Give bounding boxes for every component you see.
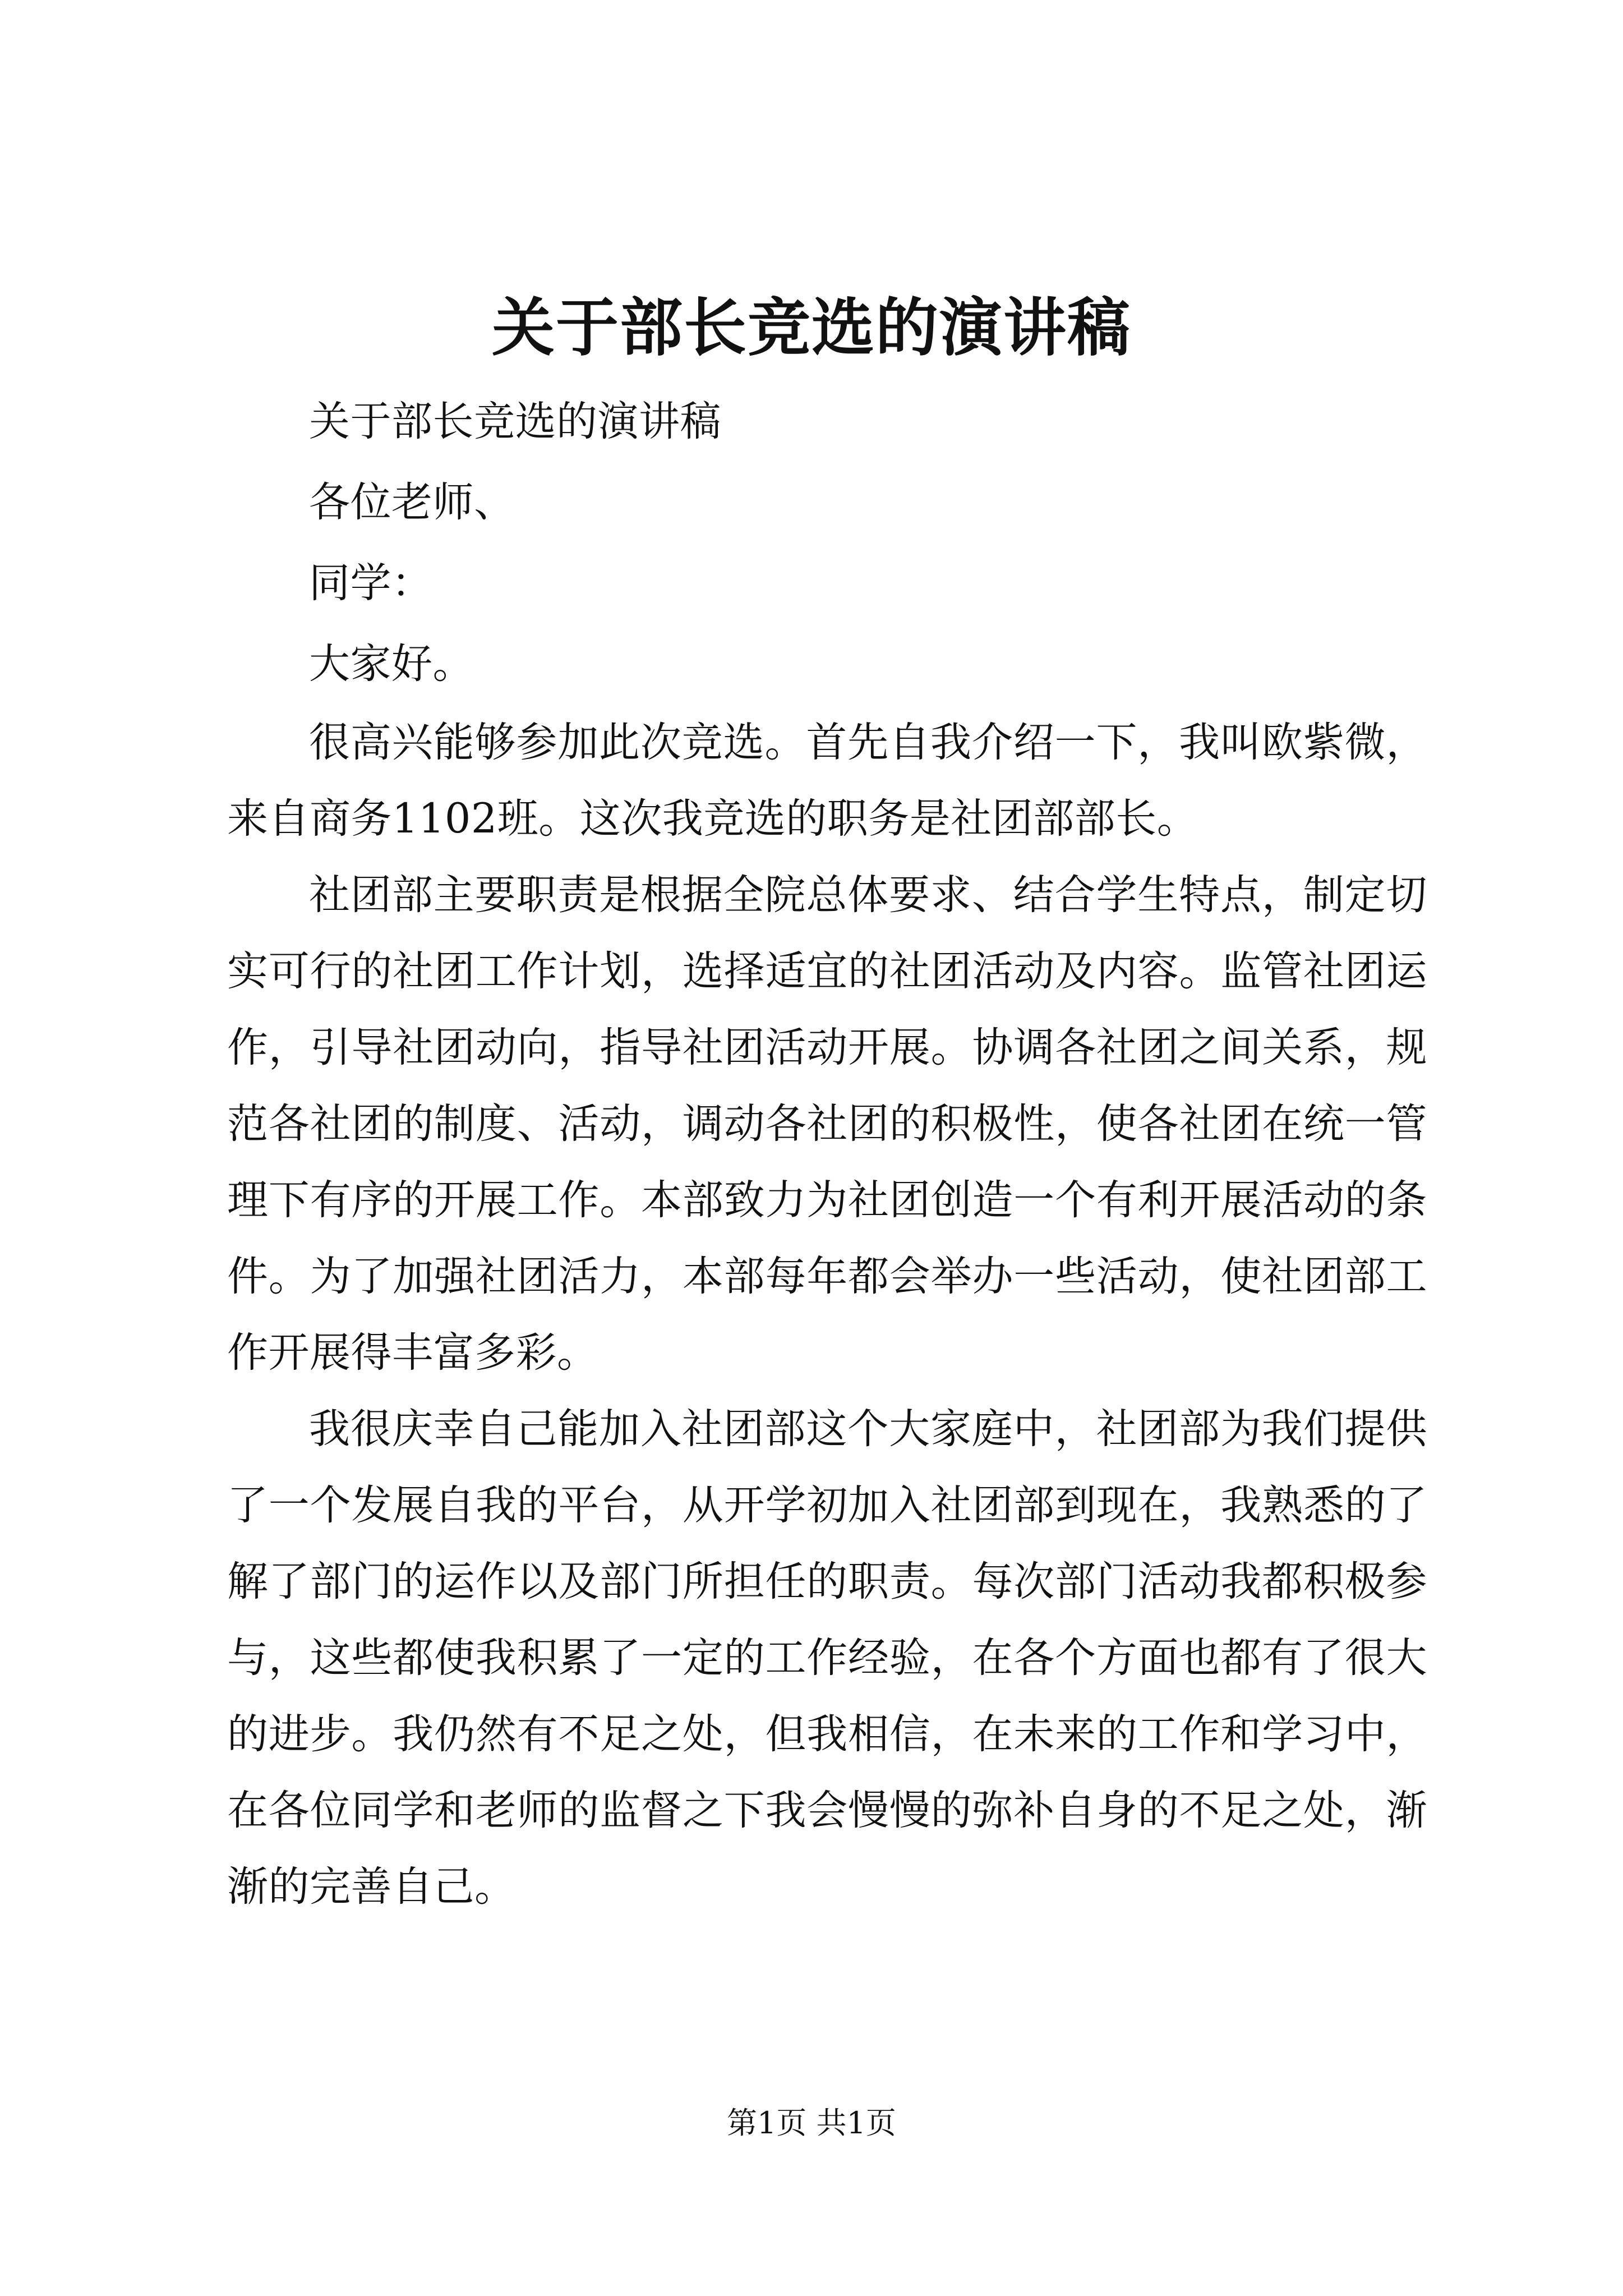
- document-body: [227, 381, 1427, 1925]
- page-footer: 第1页 共1页: [727, 2105, 896, 2141]
- paragraph-experience: 我很庆幸自己能加入社团部这个大家庭中，社团部为我们提供了一个发展自我的平台，从开学初加入社团部到现在，我熟悉的了解了部门的运作以及部门所担任的职责。每次部门活动我都积极参与，这些都使我积累了一定的工作经验，在各个方面也都有了很大的进步。我仍然有不足之处，但我相信，在未来的工作和学习中，在各位同学和老师的监督之下我会慢慢的弥补自身的不足之处，渐渐的完善自己。: [227, 1405, 1427, 1911]
- document-title: 关于部长竞选的演讲稿: [492, 291, 1131, 365]
- paragraph-salutation-teachers: 各位老师、: [309, 478, 515, 526]
- paragraph-introduction: 很高兴能够参加此次竞选。首先自我介绍一下，我叫欧紫微，来自商务1102班。这次我竞选的职务是社团部部长。: [227, 719, 1427, 843]
- paragraph-salutation-students: 同学：: [309, 559, 433, 607]
- paragraph-subtitle: 关于部长竞选的演讲稿: [309, 398, 721, 445]
- paragraph-responsibilities: 社团部主要职责是根据全院总体要求、结合学生特点，制定切实可行的社团工作计划，选择适宜的社团活动及内容。监管社团运作，引导社团动向，指导社团活动开展。协调各社团之间关系，规范各社团的制度、活动，调动各社团的积极性，使各社团在统一管理下有序的开展工作。本部致力为社团创造一个有利开展活动的条件。为了加强社团活力，本部每年都会举办一些活动，使社团部工作开展得丰富多彩。: [227, 871, 1427, 1377]
- paragraph-greeting: 大家好。: [309, 640, 474, 688]
